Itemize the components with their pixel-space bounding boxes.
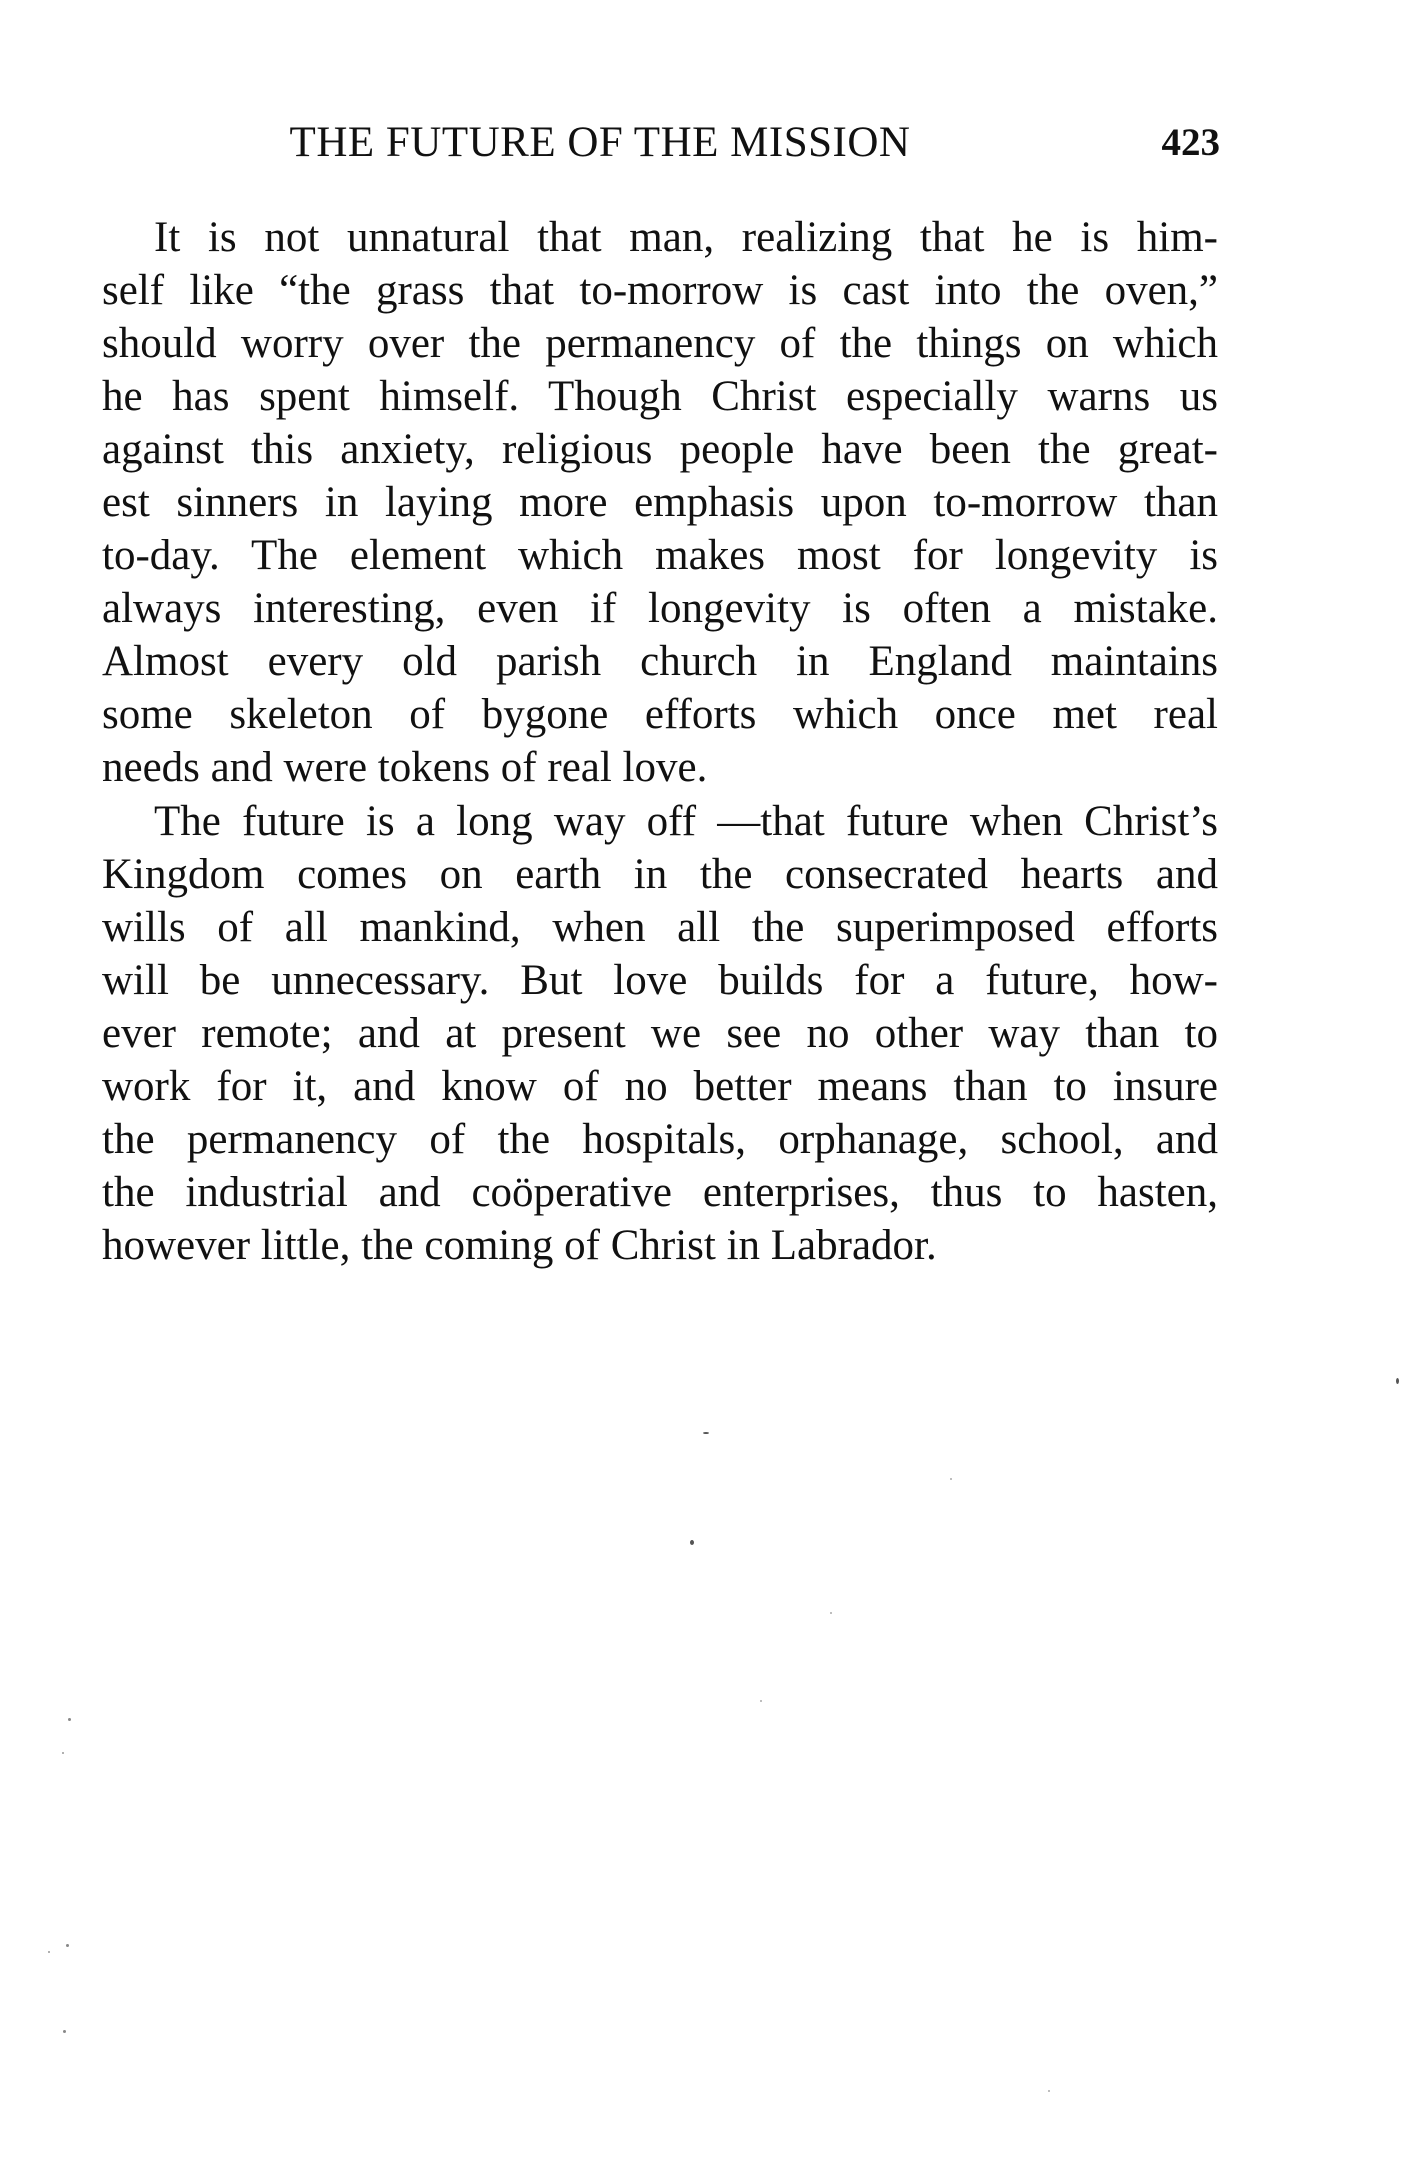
text-line: work for it, and know of no better means than to insure — [102, 1063, 1218, 1110]
scan-speck — [63, 2030, 66, 2033]
scan-speck — [760, 1700, 762, 1702]
text-line: he has spent himself. Though Christ especially warns us — [102, 373, 1218, 420]
scan-speck — [703, 1432, 709, 1434]
running-head — [100, 118, 1220, 178]
text-line: will be unnecessary. But love builds for a future, how- — [102, 957, 1218, 1004]
text-line: Almost every old parish church in England maintains — [102, 638, 1218, 685]
scan-speck — [1048, 2090, 1050, 2092]
text-line: ever remote; and at present we see no other way than to — [102, 1010, 1218, 1057]
text-line: should worry over the permanency of the things on which — [102, 320, 1218, 367]
running-title: THE FUTURE OF THE MISSION — [289, 119, 911, 166]
text-line: against this anxiety, religious people have been the great- — [102, 426, 1218, 473]
text-line: needs and were tokens of real love. — [102, 744, 708, 791]
text-line: It is not unnatural that man, realizing that he is him- — [154, 214, 1218, 261]
text-line: wills of all mankind, when all the superimposed efforts — [102, 904, 1218, 951]
text-line: however little, the coming of Christ in Labrador. — [102, 1222, 937, 1269]
text-line: est sinners in laying more emphasis upon to-morrow than — [102, 479, 1218, 526]
scan-speck — [830, 1612, 832, 1614]
scan-speck — [68, 1718, 71, 1721]
text-line: Kingdom comes on earth in the consecrated hearts and — [102, 851, 1218, 898]
scan-speck — [62, 1752, 64, 1754]
text-line: to-day. The element which makes most for longevity is — [102, 532, 1218, 579]
scan-speck — [1396, 1378, 1399, 1384]
scan-speck — [950, 1478, 952, 1480]
text-line: some skeleton of bygone efforts which once met real — [102, 691, 1218, 738]
scan-speck — [66, 1944, 69, 1947]
page-number: 423 — [1161, 121, 1220, 164]
text-line: the permanency of the hospitals, orphanage, school, and — [102, 1116, 1218, 1163]
text-line: self like “the grass that to-morrow is cast into the oven,” — [102, 267, 1218, 314]
text-line: always interesting, even if longevity is often a mistake. — [102, 585, 1218, 632]
scan-speck — [48, 1951, 50, 1953]
text-line: the industrial and coöperative enterprises, thus to hasten, — [102, 1169, 1218, 1216]
text-line: The future is a long way off —that future when Christ’s — [154, 798, 1218, 845]
scan-speck — [690, 1540, 694, 1545]
